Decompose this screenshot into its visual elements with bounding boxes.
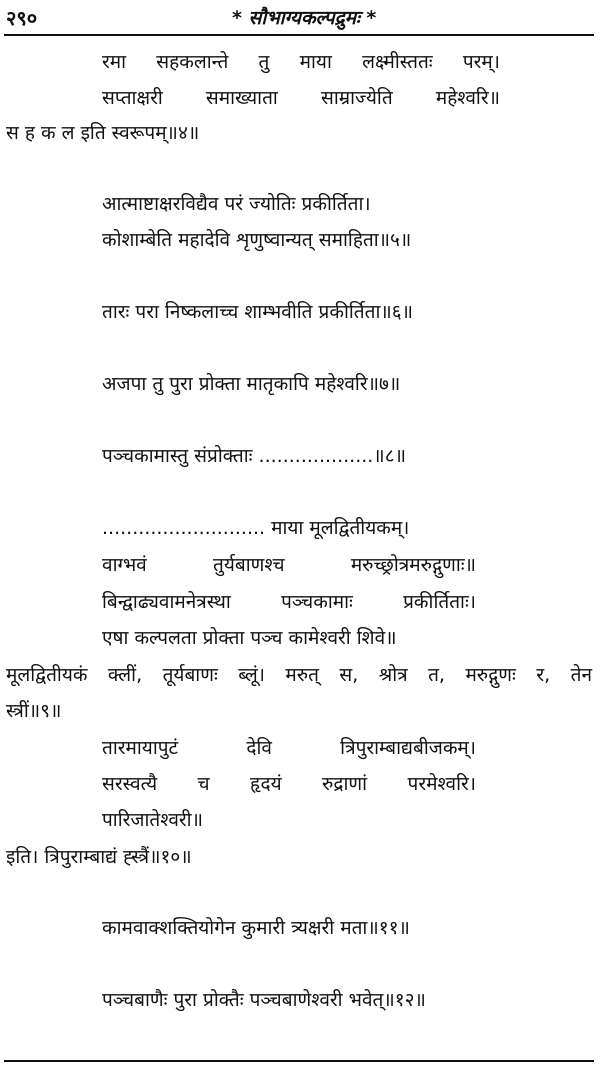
verse-line: सप्ताक्षरी समाख्याता साम्राज्येति महेश्वरि॥ (102, 87, 500, 109)
verse-line: अजपा तु पुरा प्रोक्ता मातृकापि महेश्वरि॥७॥ (102, 373, 401, 395)
verse-line: ........................... माया मूलद्वितीयकम्। (102, 517, 410, 539)
verse-line: कामवाक्शक्तियोगेन कुमारी त्र्यक्षरी मता॥११॥ (102, 917, 410, 939)
verse-line: पारिजातेश्वरी॥ (102, 809, 203, 831)
commentary-line: स्त्रीं॥९॥ (6, 700, 62, 722)
commentary-line: इति। त्रिपुराम्बाद्यं ह्स्त्रैं॥१०॥ (6, 846, 192, 868)
verse-line: तारमायापुटं देवि त्रिपुराम्बाद्यबीजकम्। (102, 737, 476, 759)
footer-rule (4, 1060, 594, 1062)
verse-line: रमा सहकलान्ते तु माया लक्ष्मीस्ततः परम्। (102, 51, 500, 73)
running-title: * सौभाग्यकल्पद्रुमः * (232, 7, 377, 29)
verse-line: कोशाम्बेति महादेवि शृणुष्वान्यत् समाहिता॥५॥ (102, 229, 412, 251)
verse-line: पञ्चकामास्तु संप्रोक्ताः ...................॥८॥ (102, 445, 406, 467)
verse-line: तारः परा निष्कलाच्च शाम्भवीति प्रकीर्तिता॥६॥ (102, 301, 414, 323)
commentary-line: स ह क ल इति स्वरूपम्॥४॥ (6, 122, 200, 144)
page-number: २९० (6, 6, 38, 30)
verse-line: एषा कल्पलता प्रोक्ता पञ्च कामेश्वरी शिवे॥ (102, 627, 397, 649)
verse-line: सरस्वत्यै च हृदयं रुद्राणां परमेश्वरि। (102, 773, 476, 795)
verse-line: आत्माष्टाक्षरविद्यैव परं ज्योतिः प्रकीर्तिता। (102, 193, 371, 215)
verse-line: बिन्द्वाढ्यवामनेत्रस्था पञ्चकामाः प्रकीर्तिताः। (102, 591, 476, 613)
header-rule (4, 34, 594, 36)
commentary-line: मूलद्वितीयकं क्लीं, तूर्यबाणः ब्लूं। मरुत् स, श्रोत्र त, मरुद्गुणः र, तेन (6, 664, 592, 686)
verse-line: वाग्भवं तुर्यबाणश्च मरुच्छ्रोत्रमरुद्गुणाः॥ (102, 554, 476, 576)
verse-line: पञ्चबाणैः पुरा प्रोक्तैः पञ्चबाणेश्वरी भवेत्॥१२॥ (102, 989, 426, 1011)
